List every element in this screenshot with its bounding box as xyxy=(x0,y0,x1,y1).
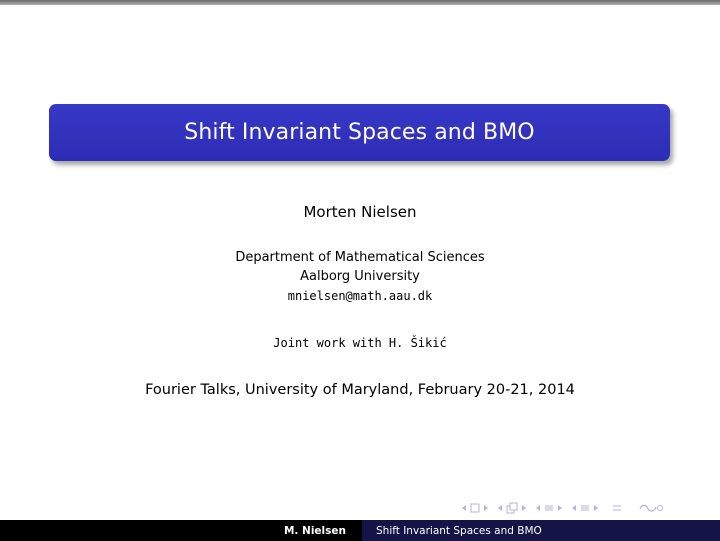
top-border xyxy=(0,0,720,5)
nav-subsection-icon[interactable] xyxy=(506,502,518,514)
nav-subsection-next-icon[interactable] xyxy=(520,503,528,513)
footer-author-cell xyxy=(0,520,362,541)
footer-author: M. Nielsen xyxy=(283,524,346,537)
institution-university: Aalborg University xyxy=(300,269,420,284)
nav-frame-icon[interactable] xyxy=(470,503,480,513)
slide-title: Shift Invariant Spaces and BMO xyxy=(184,120,535,145)
footer-bar xyxy=(0,520,720,541)
nav-align-icon[interactable] xyxy=(612,503,622,513)
nav-appendix-prev-icon[interactable] xyxy=(570,503,578,513)
institution-department: Department of Mathematical Sciences xyxy=(235,250,485,265)
venue-line: Fourier Talks, University of Maryland, February 20-21, 2014 xyxy=(145,382,575,398)
author-email: mnielsen@math.aau.dk xyxy=(287,289,433,303)
nav-section-next-icon[interactable] xyxy=(556,503,564,513)
nav-appendix-next-icon[interactable] xyxy=(592,503,600,513)
footer-title: Shift Invariant Spaces and BMO xyxy=(376,524,542,537)
author-name: Morten Nielsen xyxy=(303,203,417,221)
navigation-bar xyxy=(460,500,664,516)
nav-search-icon[interactable] xyxy=(638,503,664,513)
footer-title-cell xyxy=(362,520,720,541)
nav-frame-next-icon[interactable] xyxy=(482,503,490,513)
nav-frame-prev-icon[interactable] xyxy=(460,503,468,513)
nav-appendix-icon[interactable] xyxy=(580,503,590,513)
joint-work-note: Joint work with H. Šikić xyxy=(273,336,447,350)
title-box xyxy=(49,104,670,161)
nav-section-icon[interactable] xyxy=(544,503,554,513)
nav-section-prev-icon[interactable] xyxy=(534,503,542,513)
nav-subsection-prev-icon[interactable] xyxy=(496,503,504,513)
